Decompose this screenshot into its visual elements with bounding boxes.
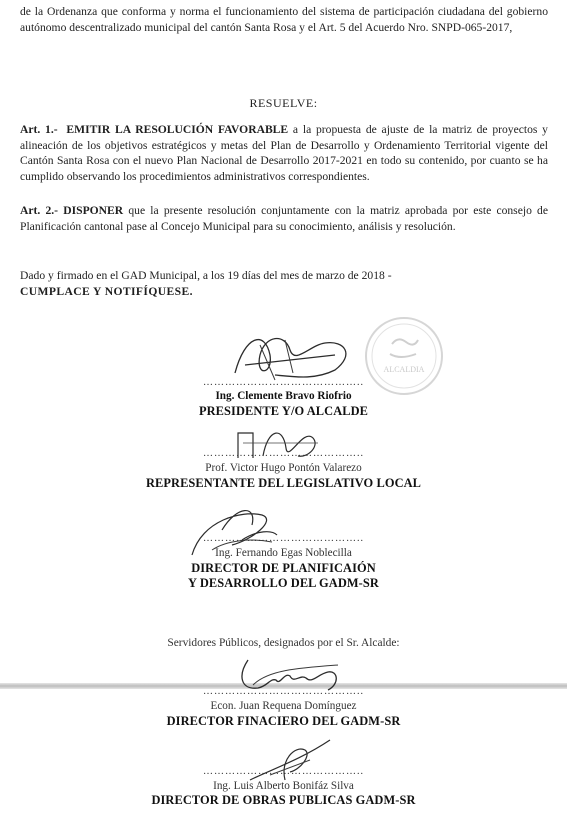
article-2-action: DISPONER bbox=[63, 204, 124, 217]
article-2-text: que la presente resolución conjuntamente con la matriz aprobada por este consejo de Planificación cantonal pase al Concejo Municipal para su conocimiento, análisis y resolución. bbox=[20, 204, 548, 233]
signatory-3-name: Ing. Fernando Egas Noblecilla bbox=[215, 547, 352, 559]
official-2-name: Ing. Luis Alberto Bonifáz Silva bbox=[213, 780, 354, 792]
resuelve-heading: RESUELVE: bbox=[249, 96, 318, 110]
signature-line-4: …………………………………….. bbox=[203, 686, 364, 697]
article-1-label: Art. 1.- bbox=[20, 123, 58, 136]
official-1-title: DIRECTOR FINACIERO DEL GADM-SR bbox=[166, 714, 401, 728]
intro-paragraph: de la Ordenanza que conforma y norma el funcionamiento del sistema de participación ciudadana del gobierno autónomo descentralizado municipal del cantón Santa Rosa y el Art. 5 del Acuerdo Nro. SNPD-065-2017, bbox=[20, 5, 548, 34]
official-2-title: DIRECTOR DE OBRAS PUBLICAS GADM-SR bbox=[151, 793, 416, 807]
signatory-3-title: DIRECTOR DE PLANIFICAIÓN bbox=[191, 561, 376, 575]
signatory-1-title: PRESIDENTE Y/O ALCALDE bbox=[198, 404, 369, 418]
signature-victor-ponton bbox=[228, 418, 338, 468]
closing-text: Dado y firmado en el GAD Municipal, a los 19 días del mes de marzo de 2018 - bbox=[20, 269, 392, 282]
servidores-heading: Servidores Públicos, designados por el Sr. Alcalde: bbox=[167, 637, 400, 649]
signature-line-5: …………………………………….. bbox=[203, 766, 364, 777]
official-1-name: Econ. Juan Requena Domínguez bbox=[210, 700, 357, 712]
article-1 bbox=[20, 122, 548, 184]
article-2-label: Art. 2.- bbox=[20, 204, 59, 217]
article-2 bbox=[20, 203, 548, 234]
closing-bold: CUMPLACE Y NOTIFÍQUESE. bbox=[20, 284, 193, 298]
signatory-2-title: REPRESENTANTE DEL LEGISLATIVO LOCAL bbox=[145, 476, 422, 490]
signatory-1-name: Ing. Clemente Bravo Riofrio bbox=[215, 390, 352, 402]
article-1-text: a la propuesta de ajuste de la matriz de proyectos y alineación de los objetivos estratégicos y metas del Plan de Desarrollo y Ordenamiento Territorial vigente del Cantón Santa Rosa con el nuevo Plan Nacional de Desarrollo 2017-2021 en todo su contenido, por cuanto se ha cumplido observando los procedimientos administrativos correspondientes. bbox=[20, 123, 548, 183]
signature-line-2: …………………………………….. bbox=[203, 448, 364, 459]
signatory-3-title-line2: Y DESARROLLO DEL GADM-SR bbox=[188, 576, 379, 590]
signatory-2-name: Prof. Victor Hugo Pontón Valarezo bbox=[205, 462, 362, 474]
signature-line-3: …………………………………….. bbox=[203, 533, 364, 544]
signature-line-1: …………………………………….. bbox=[203, 377, 364, 388]
article-1-action: EMITIR LA RESOLUCIÓN FAVORABLE bbox=[66, 123, 289, 136]
closing-paragraph bbox=[20, 268, 548, 299]
seal-text: ALCALDIA bbox=[383, 365, 425, 374]
